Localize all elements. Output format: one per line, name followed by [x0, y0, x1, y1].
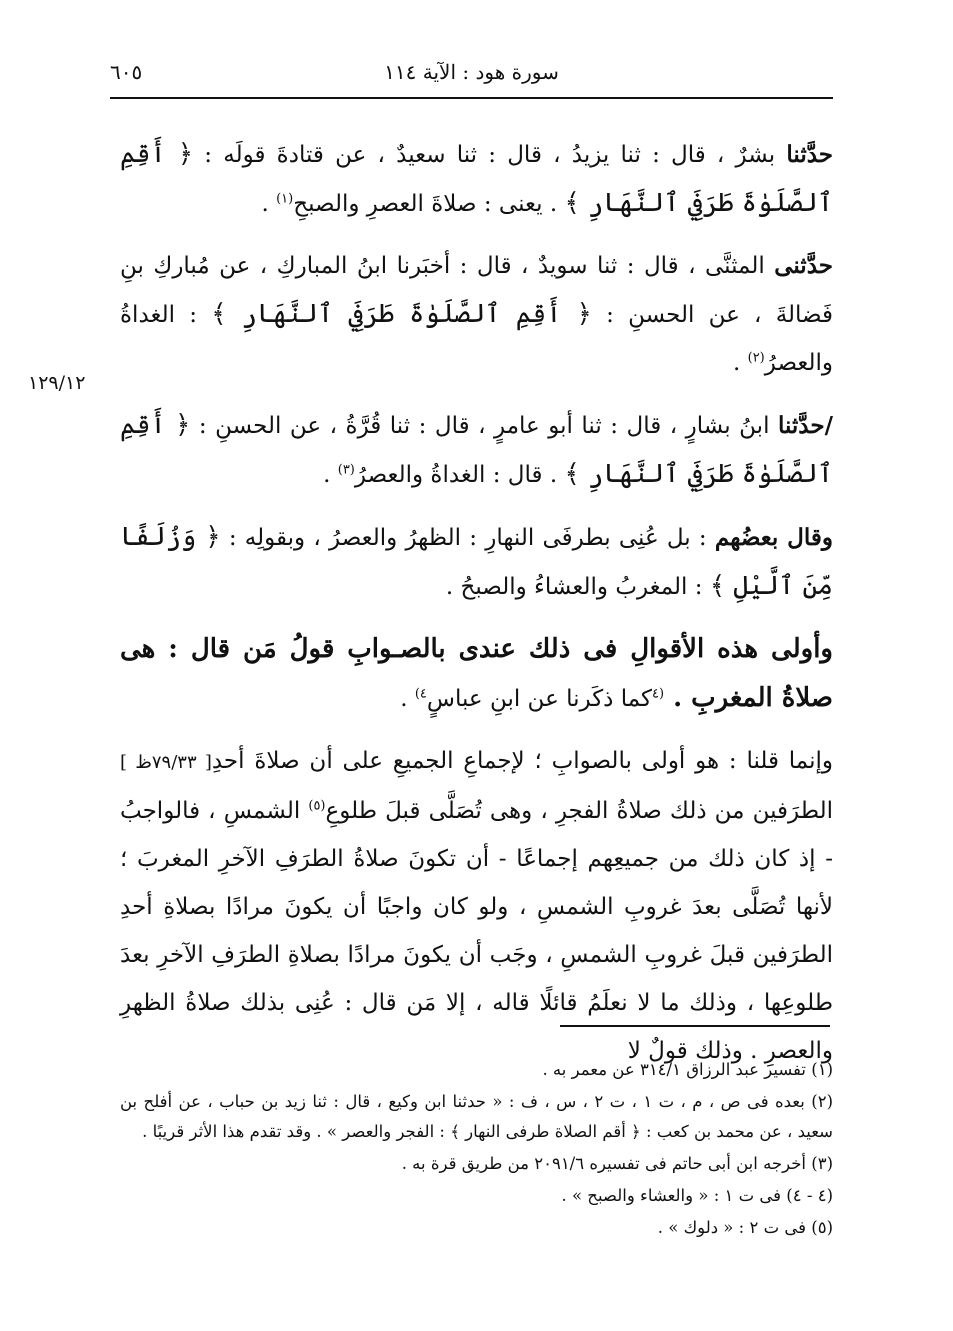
narration-paragraph [120, 513, 833, 611]
narration-text: : الغداةُ والعصرُ [120, 302, 833, 376]
footnote-rule [560, 1025, 830, 1027]
narration-lead: حدَّثنى [774, 252, 833, 279]
narration-text: . [261, 191, 277, 217]
footnote: (٤ - ٤) فى ت ١ : « والعشاء والصبح » . [561, 1186, 833, 1205]
footnotes [120, 1055, 833, 1245]
argument-text: الطرَفين من ذلك صلاةُ الفجرِ ، وهى تُصَلَّى قبلَ طلوعِ [325, 798, 833, 824]
narration-lead: حدَّثنا [786, 141, 834, 168]
quran-quote: ﴿ أَقِمِ ٱلصَّلَوٰةَ طَرَفَيِ ٱلنَّهَارِ ﴾ [211, 299, 592, 329]
footnote: (١) تفسير عبد الرزاق ٣١٤/١ عن معمر به . [542, 1060, 833, 1079]
main-text [120, 130, 833, 1089]
footnote: (٣) أخرجه ابن أبى حاتم فى تفسيره ٢٠٩١/٦ من طريق قرة به . [401, 1154, 833, 1173]
footnote-ref: (٢) [747, 350, 765, 366]
manuscript-reference: [ ٧٩/٣٣ظ ] [120, 752, 212, 773]
author-opinion-paragraph [120, 625, 833, 723]
narration-text: . [323, 462, 338, 488]
opinion-text: كما ذكَرنا عن ابنِ عباسٍ [426, 686, 652, 712]
running-header [110, 58, 833, 90]
narration-lead: حدَّثنا [777, 412, 825, 439]
page-break-mark: / [824, 412, 833, 439]
quran-quote: ﴿ أَقِمِ ٱلصَّلَوٰةَ طَرَفَيِ ٱلنَّهَارِ ﴾ [120, 410, 833, 489]
footnote-ref: (١) [276, 191, 294, 207]
footnote: (٢) بعده فى ص ، م ، ت ١ ، ت ٢ ، س ، ف : « حدثنا ابن وكيع ، قال : ثنا زيد بن حباب ، عن أفلح بن سعيد ، عن محمد بن كعب : ﴿ أقم الصلاة طرفى النهار ﴾ : الفجر والعصر » . وقد تقدم هذا الأثر قريبًا . [120, 1092, 834, 1141]
argument-text: وإنما قلنا : هو أولى بالصوابِ ؛ لإجماعِ الجميعِ على أن صلاةَ أحدِ [211, 748, 834, 774]
footnote: (٥) فى ت ٢ : « دلوك » . [657, 1218, 833, 1237]
narration-text: المثنَّى ، قال : ثنا سويدٌ ، قال : أخبَرنا ابنُ المباركِ ، عن مُباركِ بنِ فَضالةَ ، عن الحسنِ : [120, 253, 833, 328]
running-title: سورة هود : الآية ١١٤ [384, 60, 559, 84]
opinion-statement: وأولى هذه الأقوالِ فى ذلك عندى بالصـوابِ قولُ مَن قال : هى صلاةُ المغربِ . [120, 634, 833, 713]
footnote-ref: (٤ [651, 686, 665, 702]
narration-paragraph [120, 242, 833, 387]
marginal-reference: ١٢٩/١٢ [28, 372, 86, 394]
narration-text: : بل عُنِى بطرفَى النهارِ : الظهرُ والعصرُ ، وبقولِه : [220, 525, 715, 551]
footnote-ref: (٣) [337, 462, 355, 478]
narration-text: . يعنى : صلاةَ العصرِ والصبحِ [293, 191, 565, 217]
quran-quote: ﴿ أَقِمِ ٱلصَّلَوٰةَ طَرَفَيِ ٱلنَّهَارِ ﴾ [120, 139, 833, 218]
narration-text: . [732, 350, 748, 376]
narration-text: ابنُ بشارٍ ، قال : ثنا أبو عامرٍ ، قال : ثنا قُرَّةُ ، عن الحسنِ : [190, 413, 778, 439]
narration-text: بشرٌ ، قال : ثنا يزيدُ ، قال : ثنا سعيدٌ ، عن قتادةَ قولَه : [193, 142, 787, 168]
quran-quote: ﴿ وَزُلَفًا مِّنَ ٱلَّيْلِ ﴾ [120, 522, 833, 601]
footnote-ref: ٤) [414, 686, 427, 702]
page-number: ٦٠٥ [110, 60, 143, 84]
opinion-text: . [400, 686, 415, 712]
argument-text: الشمسِ ، فالواجبُ - إذ كان ذلك من جميعِهم إجماعًا - أن تكونَ صلاةُ الطرَفِ الآخرِ المغربَ ؛ لأنها تُصَلَّى بعدَ غروبِ الشمسِ ، ولو كان واجبًا أن يكونَ مرادًا بصلاةِ أحدِ الطرَفين قبلَ غروبِ الشمسِ ، وجَب أن يكونَ مرادًا بصلاةِ الطرَفِ الآخرِ بعدَ طلوعِها ، وذلك ما لا نعلَمُ قائلًا قاله ، إلا مَن قال : عُنِى بذلك صلاةُ الظهرِ والعصرِ . وذلك قولٌ لا [120, 798, 833, 1064]
narration-paragraph [120, 130, 833, 228]
narration-lead: وقال بعضُهم [714, 524, 833, 551]
narration-text: . قال : الغداةُ والعصرُ [354, 462, 565, 488]
narration-paragraph [120, 401, 833, 499]
footnote-ref: (٥) [308, 798, 326, 814]
narration-text: : المغربُ والعشاءُ والصبحُ . [445, 574, 710, 600]
header-rule [110, 97, 833, 99]
